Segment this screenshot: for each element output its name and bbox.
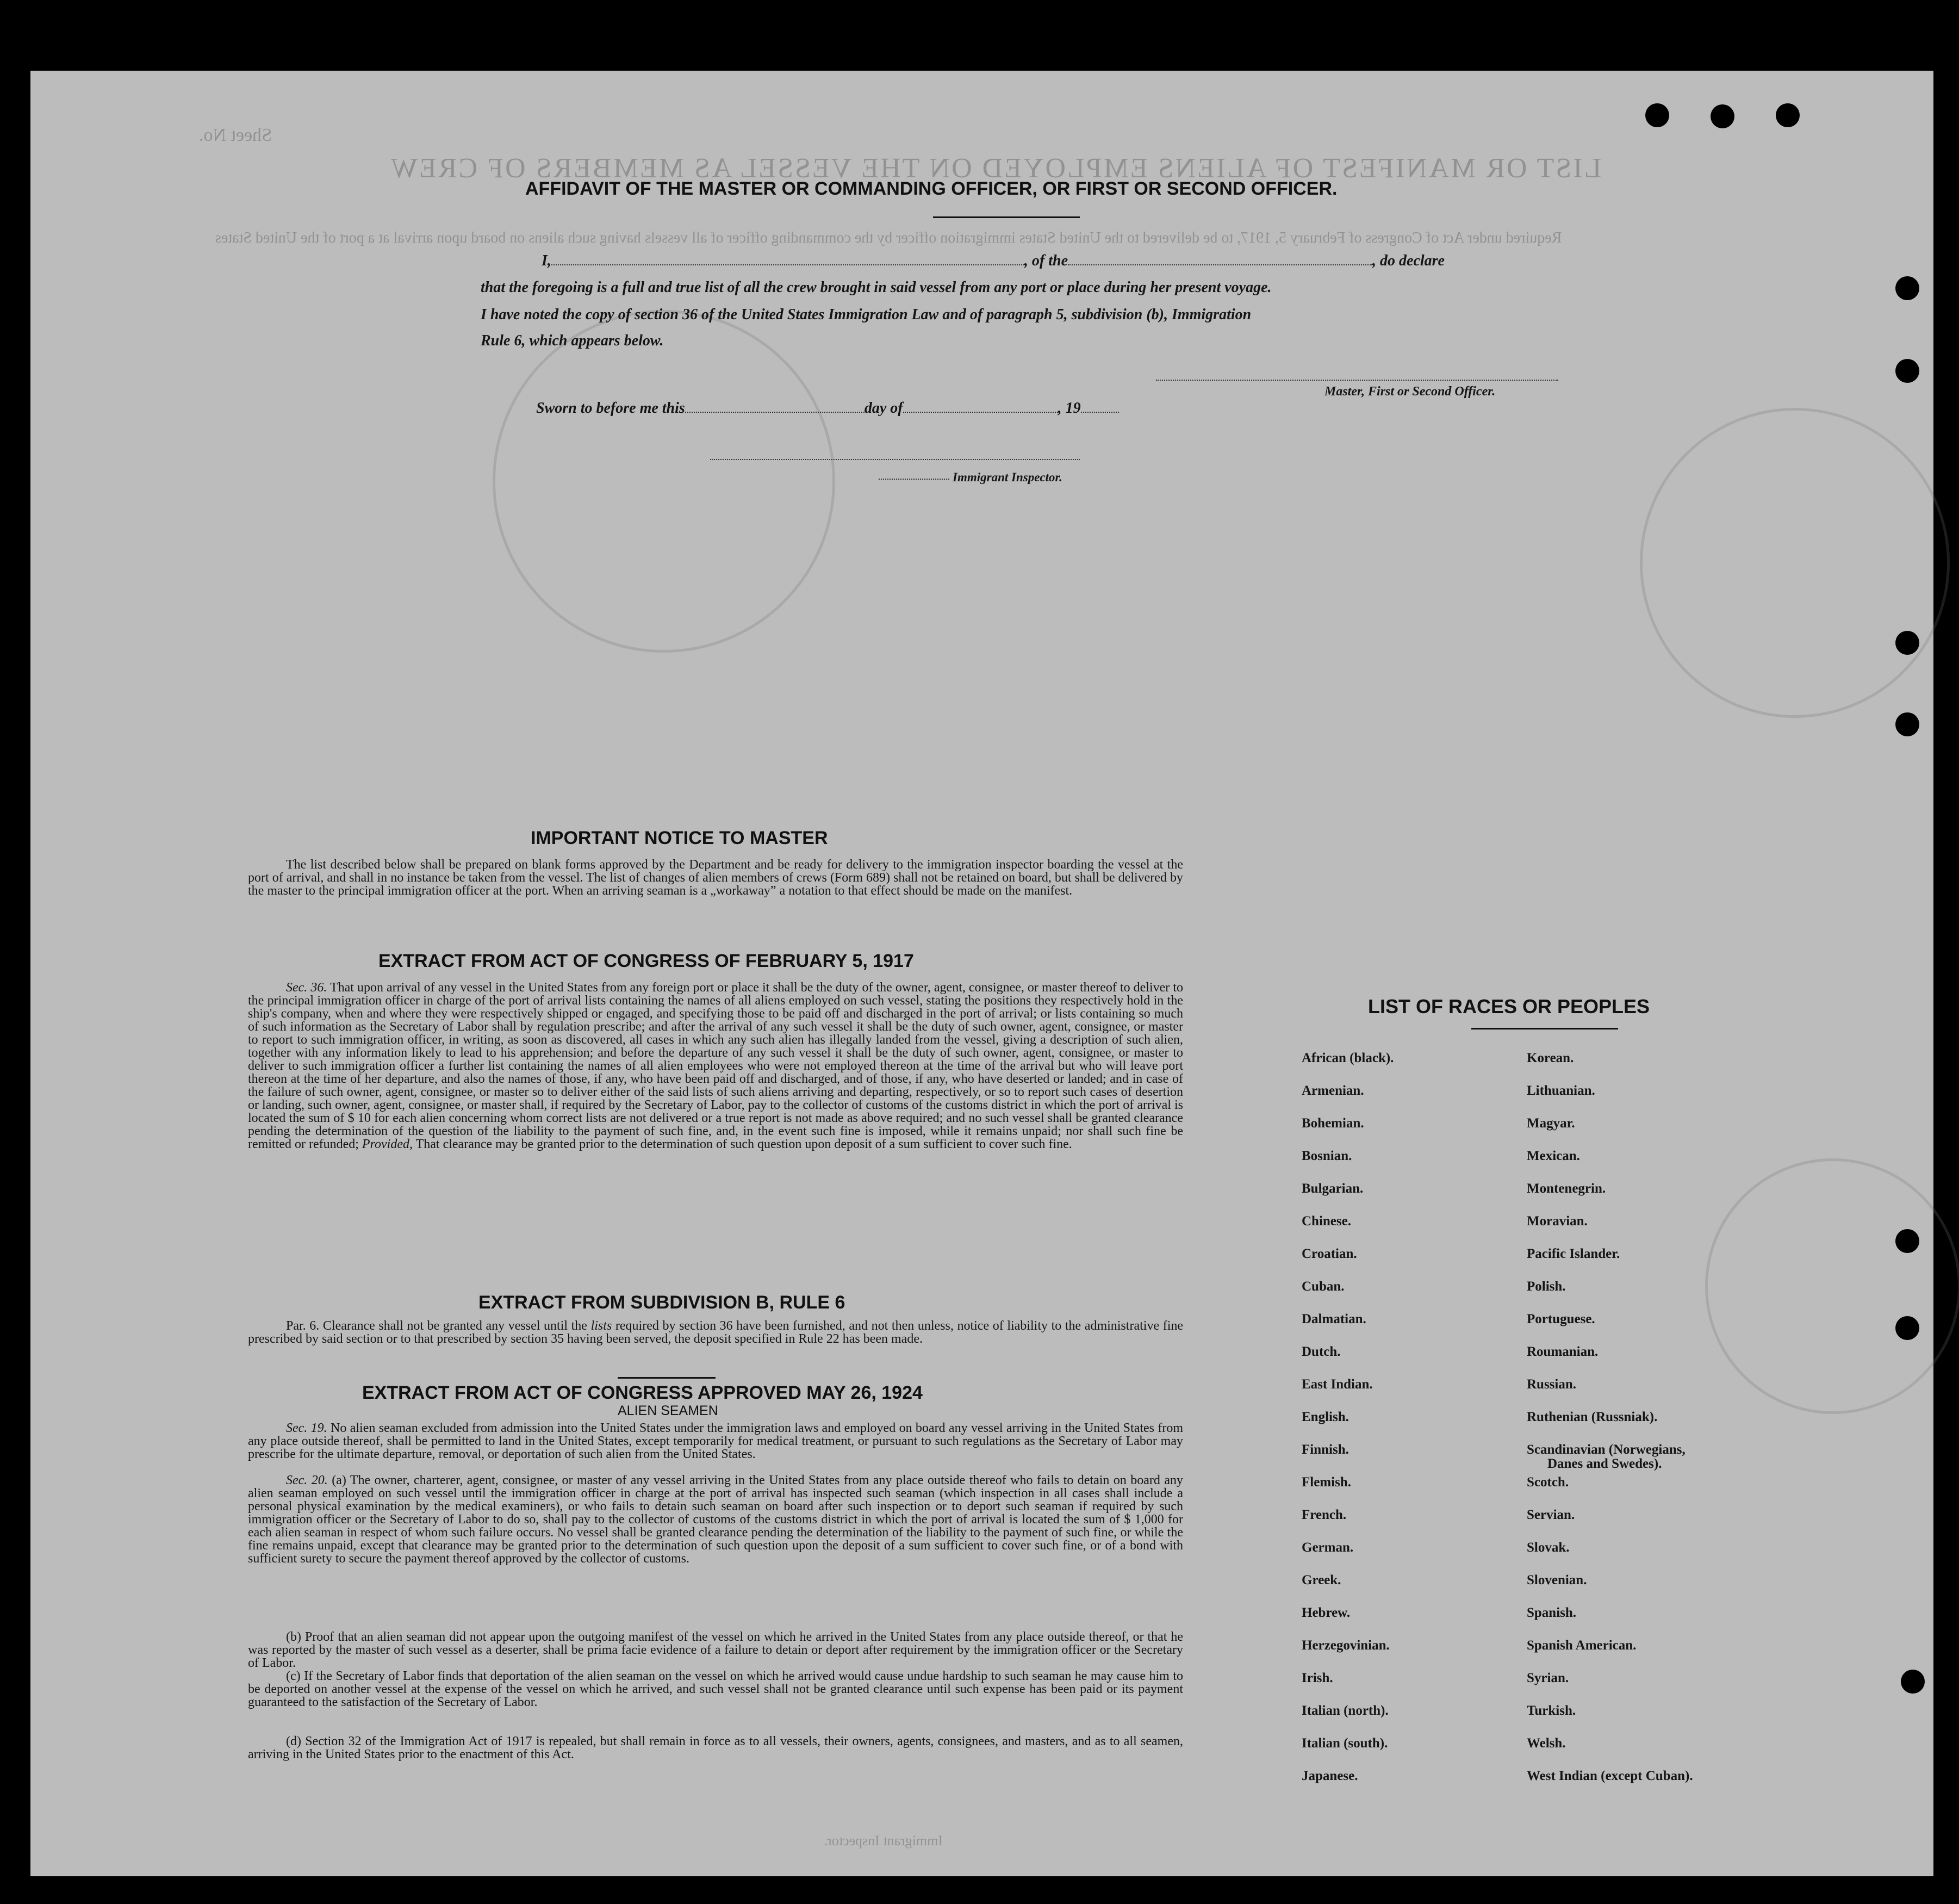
race-item: East Indian. — [1302, 1377, 1373, 1392]
race-item: West Indian (except Cuban). — [1527, 1769, 1693, 1783]
affidavit-line-1 — [542, 253, 1569, 269]
race-item: Herzegovinian. — [1302, 1638, 1390, 1653]
race-item-continuation: Danes and Swedes). — [1547, 1456, 1662, 1471]
race-item: English. — [1302, 1410, 1349, 1424]
race-item: Finnish. — [1302, 1442, 1349, 1457]
punch-hole — [1901, 1670, 1925, 1694]
punch-hole — [1895, 1229, 1919, 1253]
punch-hole — [1895, 1316, 1919, 1340]
race-item: Bosnian. — [1302, 1149, 1352, 1163]
faded-stamp-right-bottom — [1705, 1158, 1959, 1414]
sec-19-label: Sec. 19. — [286, 1421, 327, 1435]
race-item: Montenegrin. — [1527, 1181, 1606, 1196]
sec-20d: (d) Section 32 of the Immigration Act of 1917 is repealed, but shall remain in force as to all vessels, their owners, agents, consignees, and masters, and as to all seamen, arriving in the United States prior to the enactment of this Act. — [248, 1734, 1183, 1762]
race-item: Chinese. — [1302, 1214, 1351, 1229]
affidavit-rule — [933, 216, 1080, 218]
affidavit-line-4: Rule 6, which appears below. — [481, 332, 664, 349]
sec-20c: (c) If the Secretary of Labor finds that deportation of the alien seaman on the vessel on which he arrived would cause undue hardship to such seaman he may cause him to be deported on another vessel at the expense of the vessel on which he arrived, and such vessel shall not be granted clearance until such expense has been paid or its payment guaranteed to the satisfaction of the Secretary of Labor. — [248, 1669, 1183, 1709]
race-item: Dalmatian. — [1302, 1312, 1366, 1326]
sec-36-text: That upon arrival of any vessel in the United States from any foreign port or place it shall be the duty of the owner, agent, consignee, or master thereof to deliver to the principal immigration officer in charge of the port of arrival lists containing the names of all aliens employed on such vessel, stating the positions they respectively hold in the ship's company, when and where they were respectively shipped or engaged, and specifying those to be paid off and discharged in the port of arrival; or lists containing so much of such information as the Secretary of Labor shall by regulation prescribe; and after the arrival of any such vessel it shall be the duty of such owner, agent, consignee, or master to report to such immigration officer, in writing, as soon as discovered, all cases in which any such alien has illegally landed from the vessel, giving a description of such alien, together with any information likely to lead to his apprehension; and before the departure of any such vessel it shall be the duty of such owner, agent, consignee, or master to deliver to such immigration officer a further list containing the names of all alien employees who were not employed thereon at the time of the arrival but who will leave port thereon at the time of her departure, and also the names of those, if any, who have been paid off and discharged, and of those, if any, who have deserted or landed; and in case of the failure of such owner, agent, consignee, or master so to deliver either of the said lists of such aliens arriving and departing, respectively, or so to report such cases of desertion or landing, such owner, agent, consignee, or master shall, if required by the Secretary of Labor, pay to the collector of customs of the customs district in which the port of arrival is located the sum of $ 10 for each alien concerning whom correct lists are not delivered or a true report is not made as above required; and no such vessel shall be granted clearance pending the determination of the question of the liability to the payment of such fine, and, in the event such fine is imposed, while it remains unpaid; nor shall such fine be remitted or refunded; — [248, 981, 1183, 1151]
day-blank — [685, 412, 865, 413]
race-item: Croatian. — [1302, 1246, 1357, 1261]
race-item: German. — [1302, 1540, 1354, 1555]
punch-hole — [1895, 276, 1919, 300]
race-item: Flemish. — [1302, 1475, 1351, 1490]
faded-stamp-right-top — [1640, 408, 1950, 718]
extract-1917-body — [248, 981, 1183, 1151]
race-item: Scandinavian (Norwegians, — [1527, 1442, 1686, 1457]
race-item: Armenian. — [1302, 1083, 1364, 1098]
bleed-through-header: LIST OR MANIFEST OF ALIENS EMPLOYED ON THE VESSEL AS MEMBERS OF CREW — [389, 153, 1602, 184]
notice-body: The list described below shall be prepared on blank forms approved by the Department and be ready for delivery to the immigration inspector boarding the vessel at the port of arrival, and shall in no instance be taken from the vessel. The list of changes of alien members of crews (Form 689) shall not be retained on board, but shall be delivered by the master to the principal immigration officer at the port. When an arriving seaman is a „workaway” a notation to that effect should be made on the manifest. — [248, 858, 1183, 898]
race-item: Polish. — [1527, 1279, 1566, 1294]
punch-hole — [1645, 103, 1669, 127]
race-item: Servian. — [1527, 1508, 1575, 1522]
race-item: Ruthenian (Russniak). — [1527, 1410, 1658, 1424]
races-rule — [1471, 1028, 1618, 1029]
punch-hole — [1711, 104, 1734, 128]
provided-label: Provided, — [362, 1137, 413, 1151]
notice-title: IMPORTANT NOTICE TO MASTER — [531, 828, 828, 848]
race-item: Dutch. — [1302, 1344, 1341, 1359]
sworn-label: Sworn to before me this — [536, 400, 685, 417]
affidavit-line-2: that the foregoing is a full and true list of all the crew brought in said vessel from any port or place during her present voyage. — [481, 279, 1272, 296]
bleed-through-sheet-no: Sheet No. — [199, 125, 272, 145]
name-blank — [551, 264, 1024, 265]
race-item: Mexican. — [1527, 1149, 1580, 1163]
punch-hole — [1895, 631, 1919, 655]
year-label: , 19 — [1058, 400, 1081, 417]
race-item: Greek. — [1302, 1573, 1341, 1587]
master-signature-line — [1156, 380, 1558, 381]
sec-36-end: That clearance may be granted prior to the determination of such question upon deposit of a sum sufficient to cover such fine. — [415, 1137, 1072, 1151]
vessel-blank — [1068, 264, 1372, 265]
race-item: Hebrew. — [1302, 1605, 1351, 1620]
race-item: Irish. — [1302, 1671, 1333, 1685]
race-item: Slovenian. — [1527, 1573, 1587, 1587]
race-item: Bulgarian. — [1302, 1181, 1364, 1196]
race-item: Scotch. — [1527, 1475, 1569, 1490]
bleed-through-signature: Immigrant Inspector. — [824, 1833, 943, 1849]
sec-36-label: Sec. 36. — [286, 981, 327, 995]
rule6-lists: lists — [590, 1319, 612, 1333]
race-item: Welsh. — [1527, 1736, 1566, 1751]
affidavit-line-3: I have noted the copy of section 36 of the United States Immigration Law and of paragraph 5, subdivision (b), Immigration — [481, 306, 1252, 323]
race-item: Syrian. — [1527, 1671, 1569, 1685]
race-item: French. — [1302, 1508, 1347, 1522]
race-item: Korean. — [1527, 1051, 1574, 1065]
race-item: Cuban. — [1302, 1279, 1345, 1294]
race-item: Slovak. — [1527, 1540, 1570, 1555]
race-item: Bohemian. — [1302, 1116, 1364, 1131]
sec-20a-text: (a) The owner, charterer, agent, consignee, or master of any vessel arriving in the United States from any place outside thereof who fails to detain on board any alien seaman employed on such vessel until the immigration officer in charge at the port of arrival has inspected such seaman (which inspection in all cases shall include a personal physical examination by the medical examiners), or who fails to detain such seaman on board after such inspection or to deport such seaman if required by such immigration officer or the Secretary of Labor to do so, shall pay to the collector of customs of the customs district in which the port of arrival is located the sum of $ 1,000 for each alien seaman in respect of whom such failure occurs. No vessel shall be granted clearance pending the determination of the liability to the payment of such fine, or while the fine remains unpaid, except that clearance may be granted prior to the determination of such question upon the deposit of a sum sufficient to cover such fine, or of a bond with sufficient surety to secure the payment thereof approved by the collector of customs. — [248, 1473, 1184, 1566]
extract-1924-subtitle: ALIEN SEAMEN — [618, 1403, 718, 1418]
sec-20a — [248, 1474, 1183, 1565]
race-item: Italian (north). — [1302, 1703, 1389, 1718]
document-sheet — [30, 71, 1933, 1876]
extract-1917-title: EXTRACT FROM ACT OF CONGRESS OF FEBRUARY 5, 1917 — [378, 951, 914, 971]
race-item: African (black). — [1302, 1051, 1394, 1065]
affidavit-title: AFFIDAVIT OF THE MASTER OR COMMANDING OFFICER, OR FIRST OR SECOND OFFICER. — [525, 178, 1338, 199]
race-item: Lithuanian. — [1527, 1083, 1595, 1098]
extract-1924-title: EXTRACT FROM ACT OF CONGRESS APPROVED MAY 26, 1924 — [362, 1382, 923, 1403]
punch-hole — [1776, 103, 1800, 127]
race-item: Portuguese. — [1527, 1312, 1595, 1326]
race-item: Pacific Islander. — [1527, 1246, 1620, 1261]
extract-rule6-title: EXTRACT FROM SUBDIVISION B, RULE 6 — [478, 1292, 845, 1313]
faded-stamp-left — [493, 310, 835, 653]
race-item: Russian. — [1527, 1377, 1577, 1392]
race-item: Magyar. — [1527, 1116, 1575, 1131]
inspector-label: Immigrant Inspector. — [953, 470, 1062, 484]
extract-rule6-body — [248, 1319, 1183, 1345]
rule6-rule — [618, 1377, 716, 1379]
sec-20-label: Sec. 20. — [286, 1473, 328, 1487]
sec-19 — [248, 1422, 1183, 1461]
sec-20b: (b) Proof that an alien seaman did not appear upon the outgoing manifest of the vessel on which he arrived in the United States from any place outside thereof, or that he was reported by the master of such vessel as a deserter, shall be prima facie evidence of a failure to detain or deport after requirement by the immigration officer or the Secretary of Labor. — [248, 1630, 1183, 1670]
affidavit-declare: , do declare — [1372, 252, 1445, 269]
races-title: LIST OF RACES OR PEOPLES — [1368, 995, 1650, 1018]
rule6-text-a: Par. 6. Clearance shall not be granted any vessel until the — [286, 1319, 587, 1333]
year-blank — [1081, 412, 1119, 413]
race-item: Roumanian. — [1527, 1344, 1599, 1359]
race-item: Italian (south). — [1302, 1736, 1388, 1751]
race-item: Moravian. — [1527, 1214, 1588, 1229]
inspector-signature-line — [710, 459, 1080, 460]
affidavit-i: I, — [542, 252, 551, 269]
inspector-signature-line-2 — [879, 479, 949, 480]
sec-19-text: No alien seaman excluded from admission into the United States under the immigration laws and employed on board any vessel arriving in the United States from any place outside thereof, shall be permitted to land in the United States, except temporarily for medical treatment, or pursuant to such regulations as the Secretary of Labor may prescribe for the ultimate departure, removal, or deportation of such alien from the United States. — [248, 1421, 1184, 1461]
affidavit-of-the: , of the — [1024, 252, 1068, 269]
punch-hole — [1895, 712, 1919, 736]
day-of-label: day of — [864, 400, 903, 417]
race-item: Spanish. — [1527, 1605, 1577, 1620]
bleed-through-subtitle: Required under Act of Congress of February 5, 1917, to be delivered to the United States immigration officer by the commanding officer of all vessels having such aliens on board upon arrival at a port of the United States — [215, 230, 1562, 246]
master-signature-label: Master, First or Second Officer. — [1324, 384, 1496, 399]
race-item: Japanese. — [1302, 1769, 1358, 1783]
race-item: Turkish. — [1527, 1703, 1576, 1718]
race-item: Spanish American. — [1527, 1638, 1637, 1653]
punch-hole — [1895, 359, 1919, 383]
sworn-line — [536, 400, 1119, 417]
rule6-text-b: required by section 36 have been furnished, and not then unless, notice of liability to the administrative fine prescribed by said section or to that prescribed by section 35 having been served, the deposit specified in Rule 22 has been made. — [248, 1319, 1184, 1346]
month-blank — [903, 412, 1058, 413]
